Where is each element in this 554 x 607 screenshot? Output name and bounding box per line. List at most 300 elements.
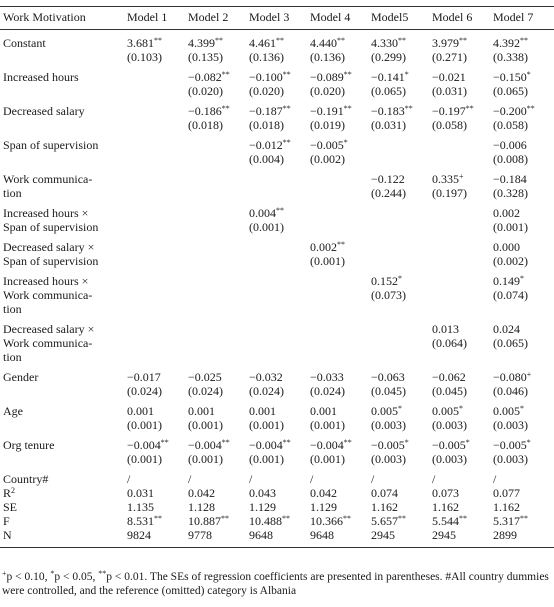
standard-error-value: (0.004) [249,152,284,166]
standard-error-value: (0.135) [188,50,223,64]
coefficient-value: −0.033 [310,370,344,384]
table-row [0,500,554,514]
standard-error-value: (0.136) [310,50,345,64]
row-label [0,172,127,206]
coefficient-value: / [310,472,314,486]
table-cell [310,370,371,404]
row-label [0,30,127,71]
coefficient-value: −0.012** [249,138,291,152]
table-cell [493,514,554,528]
table-cell [371,500,432,514]
coefficient-value: 1.162 [371,500,398,514]
coefficient-value: 0.042 [188,486,215,500]
coefficient-value: −0.005* [493,438,531,452]
table-row [0,138,554,172]
standard-error-value: (0.018) [249,118,284,132]
row-label-line: Decreased salary [3,104,85,118]
table-cell [493,206,554,240]
table-cell [249,274,310,322]
table-cell [493,528,554,548]
coefficient-value: −0.025 [188,370,222,384]
coefficient-value: 0.335+ [432,172,464,186]
standard-error-value: (0.001) [310,254,345,268]
standard-error-value: (0.024) [310,384,345,398]
standard-error-value: (0.020) [188,84,223,98]
table-cell [249,404,310,438]
table-cell [310,172,371,206]
standard-error-value: (0.024) [188,384,223,398]
row-label [0,70,127,104]
table-body [0,30,554,548]
table-cell [127,206,188,240]
standard-error-value: (0.002) [493,254,528,268]
column-header-model: Model 7 [493,10,534,24]
table-cell [371,514,432,528]
coefficient-value: −0.200** [493,104,535,118]
table-cell [432,370,493,404]
coefficient-value: 9778 [188,528,212,542]
coefficient-value: 0.005* [432,404,463,418]
coefficient-value: −0.186** [188,104,230,118]
table-cell [493,500,554,514]
row-label-line: Constant [3,36,46,50]
coefficient-value: 2945 [371,528,395,542]
table-header [0,7,554,30]
coefficient-value: −0.021 [432,70,466,84]
table-cell [310,404,371,438]
table-cell [371,70,432,104]
coefficient-value: −0.017 [127,370,161,384]
table-cell [310,274,371,322]
table-cell [127,528,188,548]
coefficient-value: 10.488** [249,514,290,528]
table-cell [127,514,188,528]
table-cell [188,472,249,486]
row-label [0,472,127,486]
table-row [0,370,554,404]
table-cell [188,500,249,514]
table-cell [310,472,371,486]
coefficient-value: 0.001 [127,404,154,418]
table-cell [249,206,310,240]
coefficient-value: / [432,472,436,486]
standard-error-value: (0.197) [432,186,467,200]
table-cell [188,370,249,404]
standard-error-value: (0.073) [371,288,406,302]
table-row [0,240,554,274]
table-cell [371,30,432,71]
row-label-line: tion [3,302,22,316]
table-row [0,206,554,240]
standard-error-value: (0.328) [493,186,528,200]
standard-error-value: (0.031) [432,84,467,98]
table-cell [432,486,493,500]
table-cell [188,172,249,206]
table-cell [249,322,310,370]
standard-error-value: (0.271) [432,50,467,64]
standard-error-value: (0.045) [371,384,406,398]
standard-error-value: (0.001) [493,220,528,234]
coefficient-value: 0.004** [249,206,284,220]
table-cell [371,240,432,274]
row-label-line: Work communica- [3,336,93,350]
table-cell [127,172,188,206]
coefficient-value: / [371,472,375,486]
coefficient-value: 9824 [127,528,151,542]
table-cell [493,274,554,322]
row-label-line: Increased hours × [3,206,89,220]
table-cell [310,138,371,172]
row-label-line: Span of supervision [3,220,99,234]
standard-error-value: (0.074) [493,288,528,302]
table-cell [432,274,493,322]
table-row [0,472,554,486]
coefficient-value: 1.129 [310,500,337,514]
table-cell [371,104,432,138]
table-cell [127,240,188,274]
coefficient-value: 0.073 [432,486,459,500]
table-cell [310,322,371,370]
standard-error-value: (0.001) [188,418,223,432]
coefficient-value: 3.979** [432,36,467,50]
coefficient-value: −0.082** [188,70,230,84]
table-cell [127,404,188,438]
coefficient-value: −0.062 [432,370,466,384]
table-cell [432,138,493,172]
table-cell [310,206,371,240]
coefficient-value: −0.122 [371,172,405,186]
standard-error-value: (0.058) [493,118,528,132]
table-cell [493,104,554,138]
coefficient-value: 0.042 [310,486,337,500]
table-cell [249,438,310,472]
standard-error-value: (0.001) [188,452,223,466]
coefficient-value: 9648 [249,528,273,542]
coefficient-value: −0.004** [127,438,169,452]
table-cell [188,486,249,500]
standard-error-value: (0.244) [371,186,406,200]
coefficient-value: / [127,472,131,486]
table-cell [249,104,310,138]
coefficient-value: 3.681** [127,36,162,50]
coefficient-value: 9648 [310,528,334,542]
coefficient-value: −0.063 [371,370,405,384]
table-cell [249,500,310,514]
coefficient-value: 10.887** [188,514,229,528]
row-label [0,438,127,472]
standard-error-value: (0.031) [371,118,406,132]
table-cell [127,70,188,104]
standard-error-value: (0.065) [493,336,528,350]
table-cell [371,472,432,486]
coefficient-value: −0.183** [371,104,413,118]
table-cell [432,206,493,240]
coefficient-value: 1.162 [432,500,459,514]
table-cell [371,486,432,500]
row-label [0,528,127,548]
standard-error-value: (0.001) [249,220,284,234]
standard-error-value: (0.065) [493,84,528,98]
table-cell [249,30,310,71]
table-cell [432,240,493,274]
table-row [0,322,554,370]
standard-error-value: (0.020) [249,84,284,98]
coefficient-value: 0.043 [249,486,276,500]
table-row [0,104,554,138]
coefficient-value: 5.544** [432,514,467,528]
coefficient-value: 5.317** [493,514,528,528]
coefficient-value: −0.187** [249,104,291,118]
coefficient-value: / [249,472,253,486]
table-row [0,274,554,322]
table-cell [127,274,188,322]
standard-error-value: (0.020) [310,84,345,98]
standard-error-value: (0.024) [127,384,162,398]
table-cell [249,528,310,548]
coefficient-value: 0.001 [249,404,276,418]
standard-error-value: (0.001) [127,452,162,466]
coefficient-value: −0.080+ [493,370,532,384]
table-cell [371,404,432,438]
table-cell [432,472,493,486]
row-label-line: Increased hours [3,70,79,84]
standard-error-value: (0.001) [310,452,345,466]
coefficient-value: 0.002 [493,206,520,220]
standard-error-value: (0.299) [371,50,406,64]
table-row [0,438,554,472]
table-cell [188,438,249,472]
coefficient-value: −0.006 [493,138,527,152]
row-label [0,486,127,500]
table-cell [432,514,493,528]
coefficient-value: −0.197** [432,104,474,118]
coefficient-value: −0.004** [188,438,230,452]
coefficient-value: 1.162 [493,500,520,514]
table-cell [249,240,310,274]
standard-error-value: (0.001) [310,418,345,432]
coefficient-value: −0.032 [249,370,283,384]
table-cell [188,70,249,104]
header-row [0,7,554,30]
coefficient-value: −0.141* [371,70,409,84]
coefficient-value: 5.657** [371,514,406,528]
row-label-line: N [3,528,12,542]
table-cell [432,30,493,71]
coefficient-value: 4.392** [493,36,528,50]
table-cell [371,172,432,206]
coefficient-value: −0.089** [310,70,352,84]
row-label-line: tion [3,350,22,364]
table-cell [493,404,554,438]
coefficient-value: 4.461** [249,36,284,50]
standard-error-value: (0.065) [371,84,406,98]
table-cell [188,404,249,438]
row-label-line: Org tenure [3,438,55,452]
table-cell [188,104,249,138]
table-cell [188,528,249,548]
coefficient-value: −0.005* [371,438,409,452]
coefficient-value: / [493,472,497,486]
column-header-model: Model 3 [249,10,290,24]
table-cell [493,472,554,486]
table-cell [493,30,554,71]
standard-error-value: (0.046) [493,384,528,398]
table-cell [371,438,432,472]
row-label [0,370,127,404]
row-label [0,206,127,240]
coefficient-value: 4.399** [188,36,223,50]
coefficient-value: 0.005* [371,404,402,418]
coefficient-value: −0.005* [432,438,470,452]
row-label-line: Gender [3,370,39,384]
coefficient-value: −0.191** [310,104,352,118]
coefficient-value: 0.005* [493,404,524,418]
column-header-model: Model 6 [432,10,473,24]
table-cell [493,138,554,172]
coefficient-value: −0.004** [249,438,291,452]
table-cell [249,138,310,172]
standard-error-value: (0.024) [249,384,284,398]
table-cell [127,322,188,370]
table-cell [432,104,493,138]
table-cell [310,240,371,274]
table-row [0,486,554,500]
row-label-line: Work communica- [3,172,93,186]
standard-error-value: (0.045) [432,384,467,398]
row-label-line: Span of supervision [3,254,99,268]
table-cell [432,438,493,472]
row-label-line: F [3,514,10,528]
table-cell [127,104,188,138]
table-cell [188,322,249,370]
coefficient-value: −0.005* [310,138,348,152]
coefficient-value: 4.440** [310,36,345,50]
table-cell [310,30,371,71]
row-label [0,240,127,274]
table-cell [188,274,249,322]
regression-table [0,6,554,548]
coefficient-value: 0.002** [310,240,345,254]
table-cell [432,404,493,438]
standard-error-value: (0.019) [310,118,345,132]
row-label-line: Decreased salary × [3,322,95,336]
table-cell [188,514,249,528]
coefficient-value: 0.024 [493,322,520,336]
coefficient-value: −0.004** [310,438,352,452]
table-cell [371,138,432,172]
table-cell [249,172,310,206]
table-row [0,30,554,71]
table-cell [310,500,371,514]
table-cell [188,206,249,240]
standard-error-value: (0.008) [493,152,528,166]
column-header-model: Model 2 [188,10,229,24]
coefficient-value: 0.152* [371,274,402,288]
standard-error-value: (0.001) [127,418,162,432]
table-row [0,172,554,206]
standard-error-value: (0.003) [493,418,528,432]
table-cell [310,528,371,548]
table-cell [493,486,554,500]
coefficient-value: 8.531** [127,514,162,528]
standard-error-value: (0.058) [432,118,467,132]
table-row [0,70,554,104]
table-cell [493,322,554,370]
coefficient-value: 0.000 [493,240,520,254]
table-cell [127,486,188,500]
row-label-line: Work communica- [3,288,93,302]
table-cell [493,70,554,104]
row-label [0,404,127,438]
table-cell [371,322,432,370]
coefficient-value: 2945 [432,528,456,542]
standard-error-value: (0.003) [432,452,467,466]
table-cell [371,206,432,240]
standard-error-value: (0.003) [371,452,406,466]
standard-error-value: (0.103) [127,50,162,64]
table-cell [188,240,249,274]
row-label-line: Increased hours × [3,274,89,288]
standard-error-value: (0.003) [493,452,528,466]
row-label [0,104,127,138]
coefficient-value: 0.001 [310,404,337,418]
row-label [0,322,127,370]
coefficient-value: −0.150* [493,70,531,84]
table-cell [127,472,188,486]
table-cell [371,274,432,322]
coefficient-value: 0.077 [493,486,520,500]
standard-error-value: (0.001) [249,452,284,466]
column-header-model: Model 4 [310,10,351,24]
row-label-line: Country# [3,472,49,486]
row-label-line: Decreased salary × [3,240,95,254]
standard-error-value: (0.001) [249,418,284,432]
table-row [0,528,554,548]
table-cell [127,30,188,71]
table-cell [432,500,493,514]
coefficient-value: 2899 [493,528,517,542]
row-label-line: tion [3,186,22,200]
standard-error-value: (0.136) [249,50,284,64]
table-cell [310,438,371,472]
table-cell [310,70,371,104]
table-cell [493,240,554,274]
table-cell [432,322,493,370]
row-label-line: Age [3,404,23,418]
row-label-line: $R^2$ [3,486,16,500]
table-row [0,404,554,438]
coefficient-value: 0.074 [371,486,398,500]
row-label-line: Span of supervision [3,138,99,152]
row-label [0,500,127,514]
standard-error-value: (0.338) [493,50,528,64]
table-cell [432,70,493,104]
coefficient-value: 4.330** [371,36,406,50]
table-cell [127,500,188,514]
table-cell [249,370,310,404]
table-cell [249,70,310,104]
coefficient-value: / [188,472,192,486]
table-cell [249,514,310,528]
table-cell [127,438,188,472]
table-cell [127,370,188,404]
coefficient-value: 0.001 [188,404,215,418]
row-label [0,514,127,528]
table-cell [188,138,249,172]
standard-error-value: (0.003) [371,418,406,432]
standard-error-value: (0.018) [188,118,223,132]
coefficient-value: 1.128 [188,500,215,514]
